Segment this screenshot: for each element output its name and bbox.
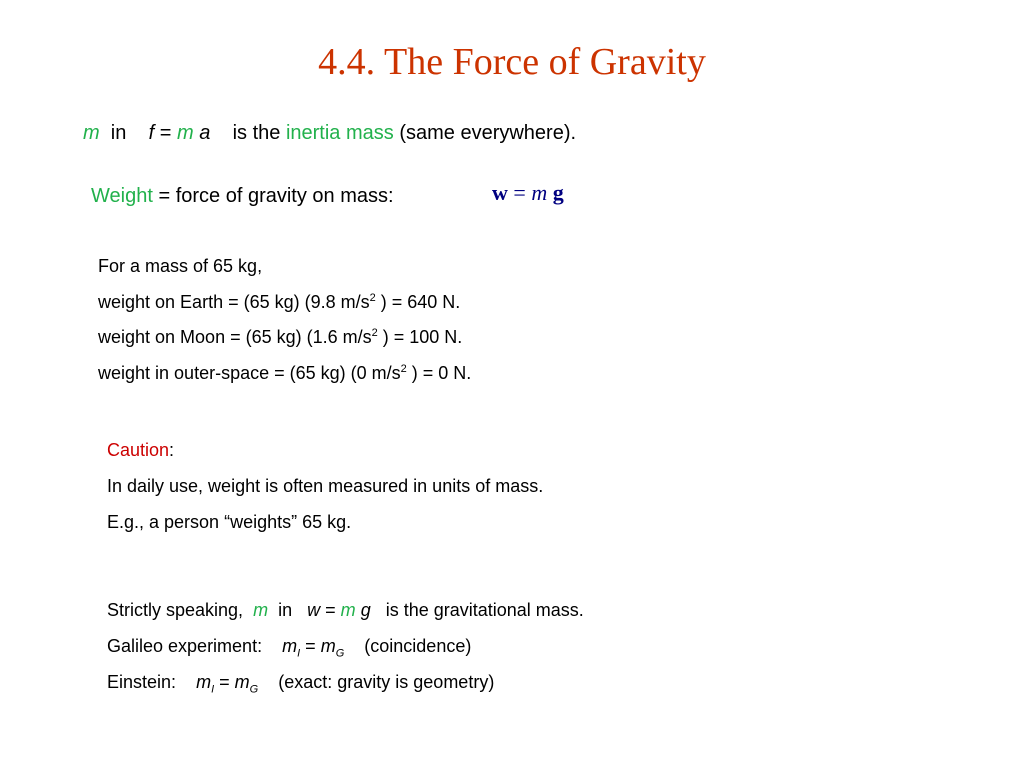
galileo-note: (coincidence) xyxy=(364,636,472,656)
einstein-label: Einstein: xyxy=(107,672,177,692)
strict-post: is the gravitational mass. xyxy=(385,600,584,620)
inertia-mass-line xyxy=(83,122,576,145)
einstein-sub-i: I xyxy=(211,683,215,696)
einstein-inertial-mass xyxy=(196,672,215,696)
galileo-sub-g: G xyxy=(335,647,345,660)
mass-symbol-2: m xyxy=(176,122,194,144)
gravity-vector: g xyxy=(552,180,564,205)
einstein-line xyxy=(107,672,494,696)
caution-line-2: E.g., a person “weights” 65 kg. xyxy=(107,512,352,532)
einstein-note: (exact: gravity is geometry) xyxy=(278,672,495,692)
weight-definition-text: = force of gravity on mass: xyxy=(158,185,394,207)
einstein-m-g: m xyxy=(234,672,250,692)
caution-line-1: In daily use, weight is often measured in units of mass. xyxy=(107,476,544,496)
formula-mass: m xyxy=(531,180,548,205)
acceleration-symbol: a xyxy=(199,122,211,144)
slide-title: 4.4. The Force of Gravity xyxy=(318,41,706,83)
space-exponent: 2 xyxy=(400,363,407,375)
example-earth xyxy=(98,292,460,313)
galileo-label: Galileo experiment: xyxy=(107,636,263,656)
galileo-inertial-mass xyxy=(282,636,301,660)
galileo-m-i: m xyxy=(282,636,298,656)
galileo-line xyxy=(107,636,471,660)
weight-vector: w xyxy=(492,180,508,205)
strict-weight: w xyxy=(307,600,321,620)
moon-exponent: 2 xyxy=(371,327,378,339)
equals-sign: = xyxy=(159,122,172,144)
earth-result: ) = 640 N. xyxy=(375,292,461,312)
strict-gravity: g xyxy=(360,600,371,620)
force-symbol: f xyxy=(148,122,155,144)
strict-line xyxy=(107,600,584,621)
einstein-sub-g: G xyxy=(249,683,259,696)
galileo-equals: = xyxy=(305,636,316,656)
example-moon xyxy=(98,327,462,348)
caution-heading xyxy=(107,440,174,461)
earth-text: weight on Earth = (65 kg) (9.8 m/s xyxy=(98,292,370,312)
example-intro: For a mass of 65 kg, xyxy=(98,256,263,276)
einstein-equals: = xyxy=(219,672,230,692)
weight-definition xyxy=(91,185,394,208)
space-result: ) = 0 N. xyxy=(406,363,472,383)
is-the-text: is the xyxy=(232,122,281,144)
strict-in: in xyxy=(278,600,293,620)
weight-term: Weight xyxy=(91,185,153,207)
inertia-mass-note: (same everywhere). xyxy=(399,122,577,144)
strict-mass: m xyxy=(253,600,269,620)
galileo-gravitational-mass xyxy=(320,636,345,660)
strict-pre: Strictly speaking, xyxy=(107,600,244,620)
mass-symbol: m xyxy=(83,122,100,144)
galileo-m-g: m xyxy=(320,636,336,656)
earth-exponent: 2 xyxy=(369,292,376,304)
strict-mass-2: m xyxy=(340,600,356,620)
galileo-sub-i: I xyxy=(297,647,301,660)
strict-equals: = xyxy=(325,600,336,620)
example-space xyxy=(98,363,471,384)
einstein-gravitational-mass xyxy=(234,672,259,696)
moon-result: ) = 100 N. xyxy=(377,327,463,347)
caution-colon: : xyxy=(169,440,175,460)
in-word: in xyxy=(110,122,127,144)
weight-formula xyxy=(492,180,564,206)
caution-label: Caution xyxy=(107,440,170,460)
inertia-mass-term: inertia mass xyxy=(285,122,394,144)
einstein-m-i: m xyxy=(196,672,212,692)
formula-equals: = xyxy=(513,180,526,205)
space-text: weight in outer-space = (65 kg) (0 m/s xyxy=(98,363,401,383)
moon-text: weight on Moon = (65 kg) (1.6 m/s xyxy=(98,327,372,347)
